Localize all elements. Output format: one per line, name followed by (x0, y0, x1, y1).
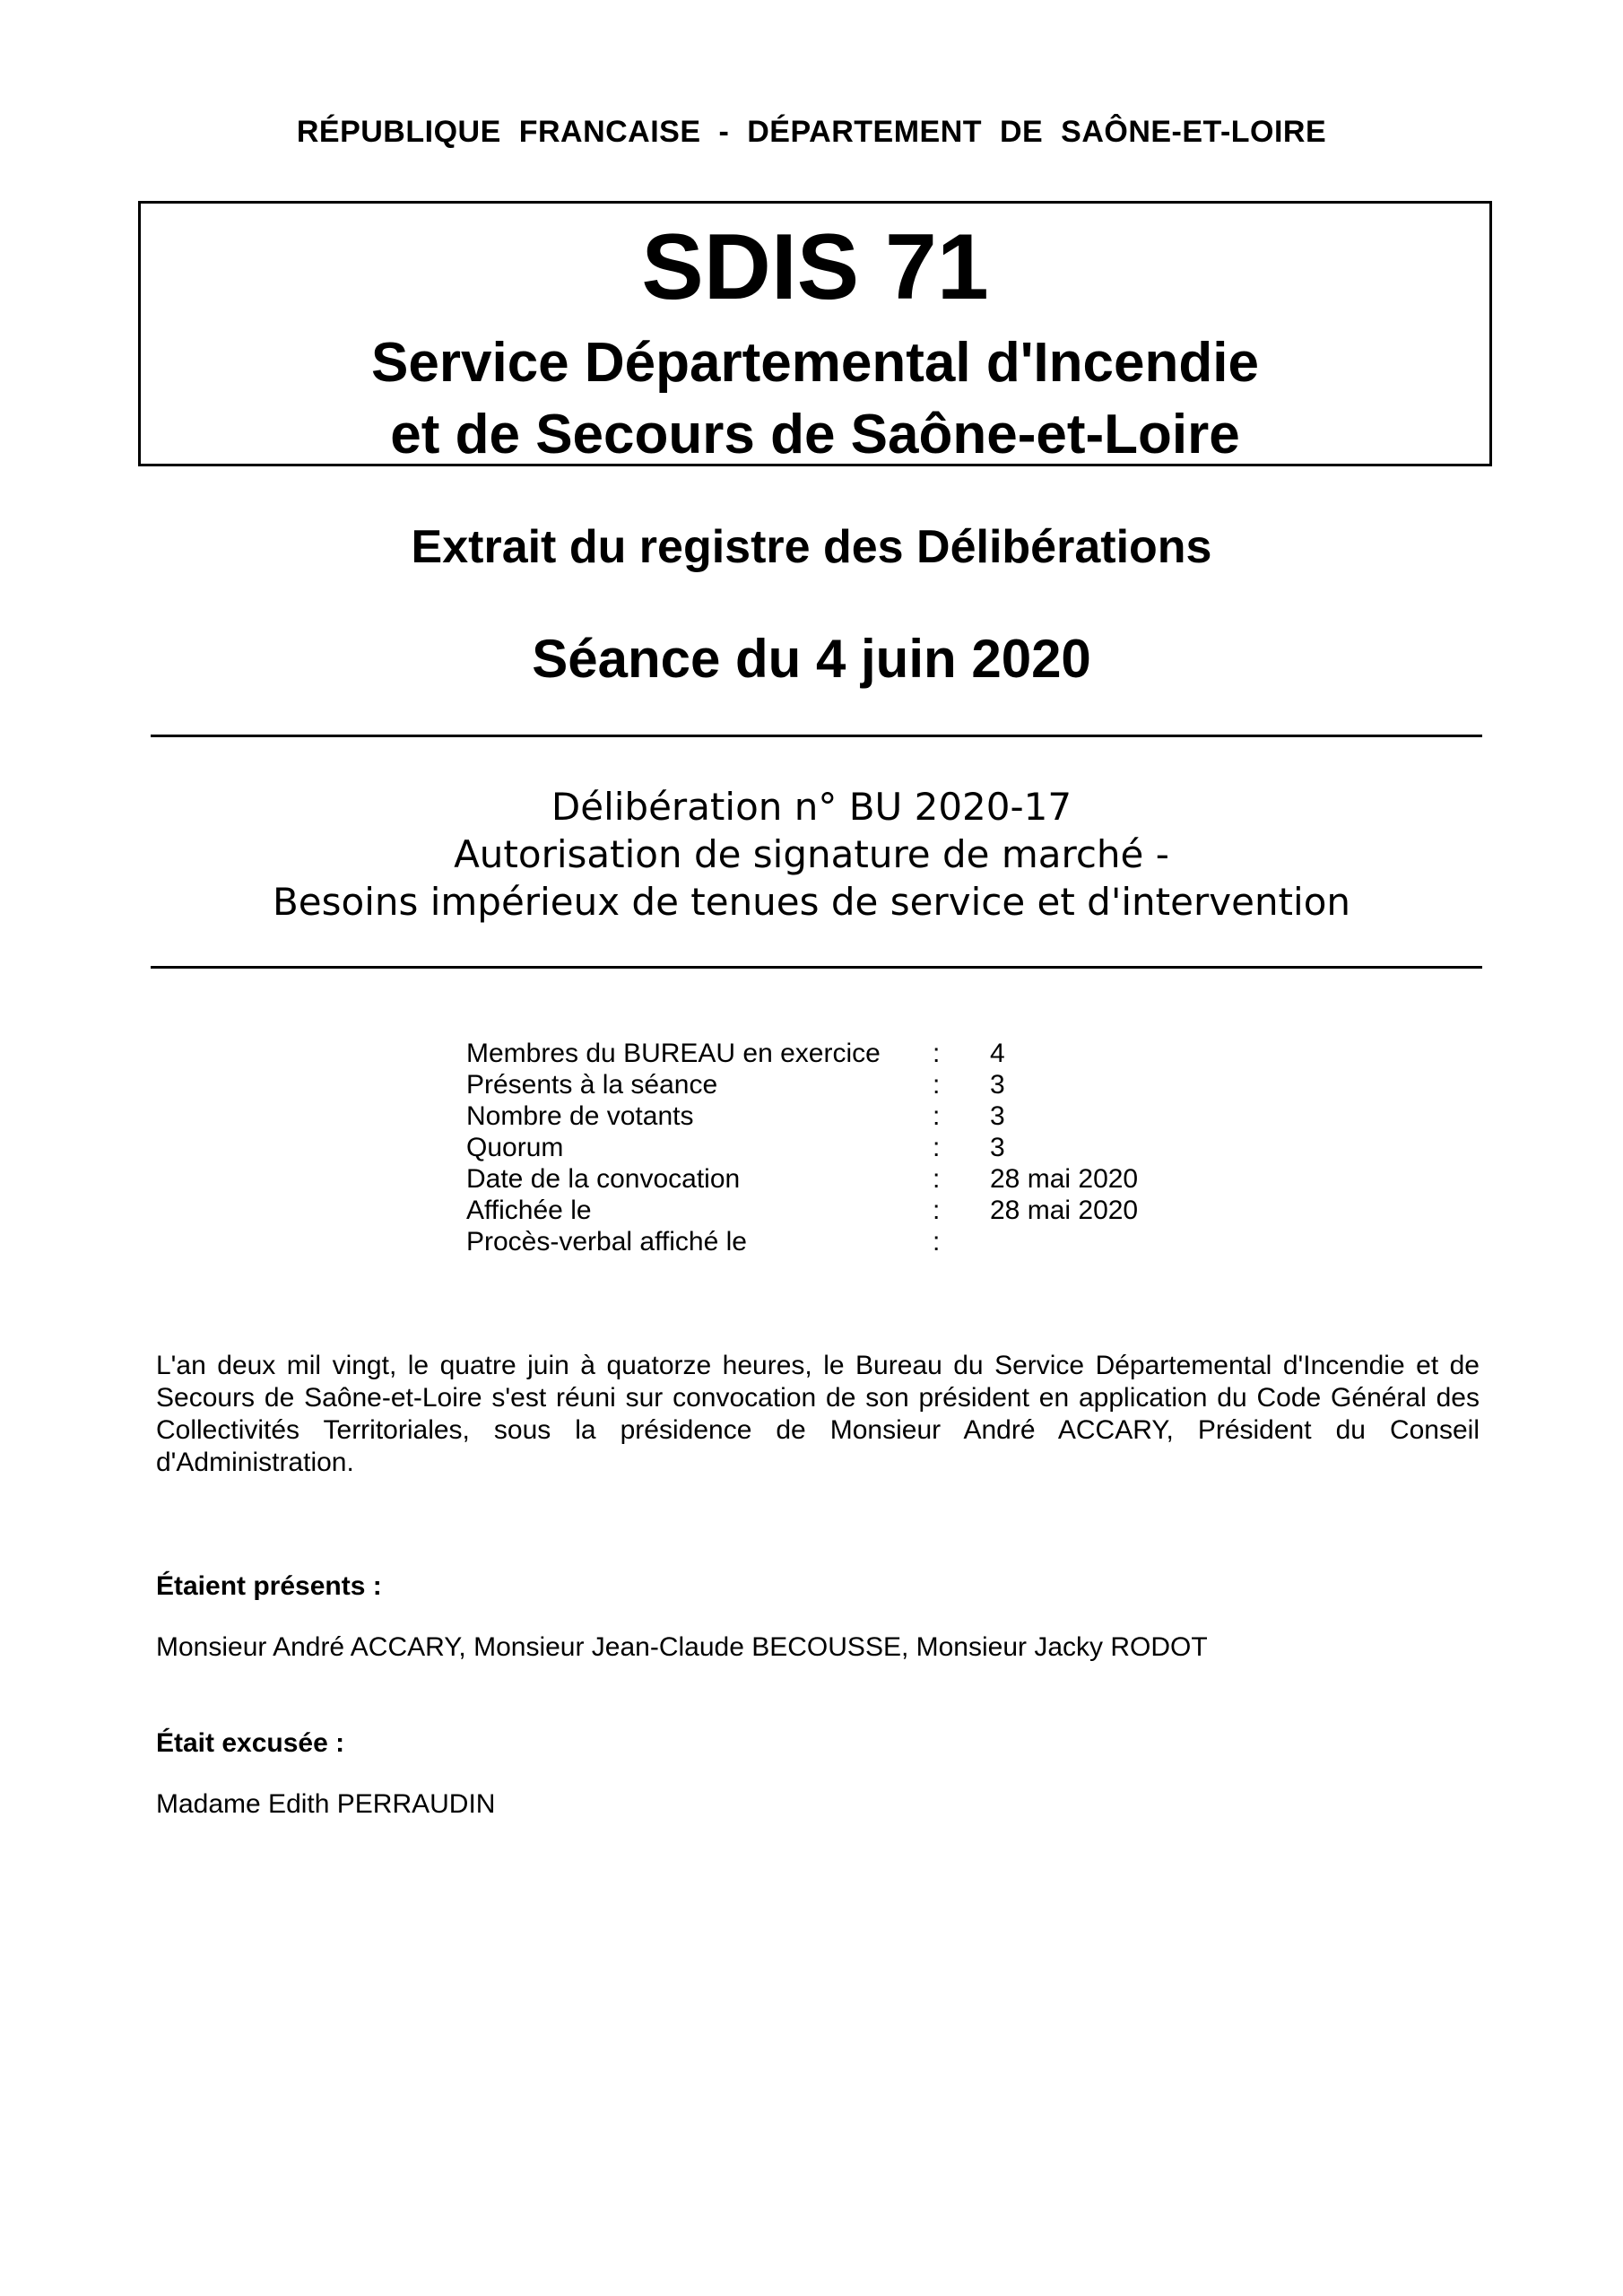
deliberation-subject-line-1: Autorisation de signature de marché - (454, 832, 1169, 876)
info-value: 3 (990, 1070, 1005, 1100)
divider-bottom (151, 966, 1482, 969)
info-separator: : (933, 1070, 941, 1100)
republic-header: RÉPUBLIQUE FRANCAISE - DÉPARTEMENT DE SAÔNE-ET-LOIRE (296, 115, 1327, 149)
register-extract-title: Extrait du registre des Délibérations (411, 521, 1212, 573)
title-box (138, 201, 1492, 466)
info-separator: : (933, 1133, 941, 1162)
info-label: Date de la convocation (466, 1164, 741, 1194)
deliberation-subject-line-2: Besoins impérieux de tenues de service et d'intervention (272, 880, 1351, 924)
intro-paragraph: L'an deux mil vingt, le quatre juin à quatorze heures, le Bureau du Service Départemental d'Incendie et de Secours de Saône-et-Loire s'est réuni sur convocation de son président en application du Code Général des Collectivités Territoriales, sous la présidence de Monsieur André ACCARY, Président du Conseil d'Administration. (156, 1351, 1480, 1477)
info-value: 3 (990, 1101, 1005, 1131)
info-separator: : (933, 1164, 941, 1194)
info-separator: : (933, 1039, 941, 1068)
presents-names: Monsieur André ACCARY, Monsieur Jean-Claude BECOUSSE, Monsieur Jacky RODOT (156, 1632, 1208, 1662)
info-label: Affichée le (466, 1196, 592, 1225)
organization-acronym: SDIS 71 (641, 215, 989, 319)
info-value: 4 (990, 1039, 1005, 1068)
organization-full-name (141, 327, 1489, 471)
info-row (466, 1226, 1259, 1257)
info-row (466, 1038, 1259, 1069)
info-value: 28 mai 2020 (990, 1196, 1139, 1225)
info-row (466, 1069, 1259, 1100)
presents-heading: Étaient présents : (156, 1571, 382, 1601)
info-label: Présents à la séance (466, 1070, 718, 1100)
info-separator: : (933, 1101, 941, 1131)
organization-name-line-1: Service Départemental d'Incendie (371, 332, 1259, 394)
excused-heading: Était excusée : (156, 1728, 345, 1758)
info-label: Procès-verbal affiché le (466, 1227, 747, 1257)
info-row (466, 1195, 1259, 1226)
info-label: Quorum (466, 1133, 564, 1162)
info-value (990, 1226, 1259, 1257)
info-value: 3 (990, 1133, 1005, 1162)
excused-names: Madame Edith PERRAUDIN (156, 1789, 496, 1819)
info-label: Nombre de votants (466, 1101, 694, 1131)
info-label: Membres du BUREAU en exercice (466, 1039, 881, 1068)
divider-top (151, 735, 1482, 737)
info-value: 28 mai 2020 (990, 1164, 1139, 1194)
deliberation-number: Délibération n° BU 2020-17 (551, 785, 1072, 829)
info-row (466, 1132, 1259, 1163)
organization-name-line-2: et de Secours de Saône-et-Loire (390, 404, 1240, 465)
deliberation-block (0, 783, 1623, 926)
info-row (466, 1100, 1259, 1132)
info-row (466, 1163, 1259, 1195)
session-info-table (466, 1038, 1259, 1257)
session-date-title: Séance du 4 juin 2020 (532, 629, 1091, 689)
info-separator: : (933, 1196, 941, 1225)
info-separator: : (933, 1227, 941, 1257)
